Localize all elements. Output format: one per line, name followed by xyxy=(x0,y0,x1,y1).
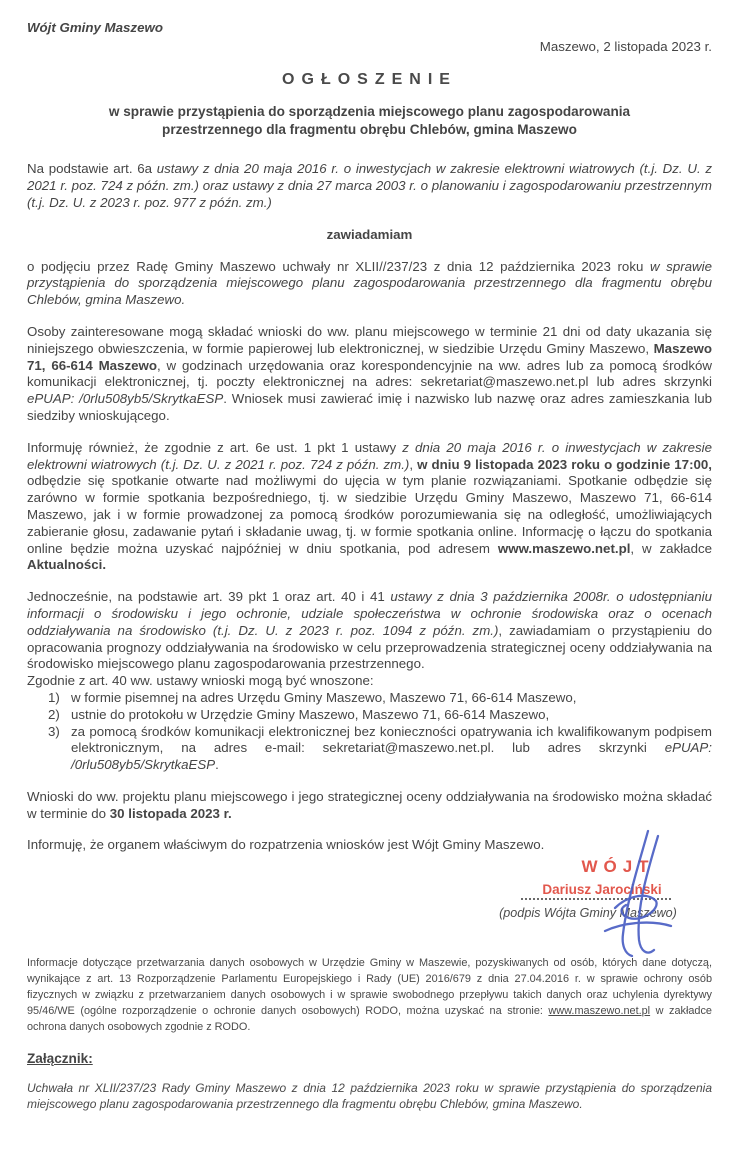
attachment-heading: Załącznik: xyxy=(27,1050,93,1066)
list-item-text: za pomocą środków komunikacji elektronicznej bez konieczności opatrywania ich kwalifikowanym podpisem elektronicznym, na adres e-mail: sekretariat@maszewo.net.pl. lub adres skrzynki ePUAP: /0rlu508yb5/SkrytkaESP. xyxy=(71,723,712,773)
attachment-description: Uchwała nr XLII/237/23 Rady Gminy Maszewo z dnia 12 października 2023 roku w sprawie przystąpienia do sporządzenia miejscowego planu zagospodarowania przestrzennego dla fragmentu obrębu Chlebów, gmina Maszewo. xyxy=(27,1080,712,1111)
paragraph-environment: Jednocześnie, na podstawie art. 39 pkt 1 oraz art. 40 i 41 ustawy z dnia 3 października 2008r. o udostępnianiu informacji o środowisku i jego ochronie, udziale społeczeństwa w ochronie środowiska oraz o ocenach oddziaływania na środowisko (t.j. Dz. U. z 2023 r. poz. 1094 z późn. zm.), zawiadamiam o przystąpieniu do opracowania prognozy oddziaływania na środowisko w celu przeprowadzenia strategicznej oceny oddziaływania na środowisko miejscowego planu zagospodarowania przestrzennego. xyxy=(27,589,713,672)
document-title: OGŁOSZENIE xyxy=(282,70,457,88)
author-line: Wójt Gminy Maszewo xyxy=(27,20,163,35)
list-item xyxy=(27,690,712,707)
list-item-number: 2) xyxy=(48,706,60,722)
place-date: Maszewo, 2 listopada 2023 r. xyxy=(539,38,712,54)
list-item-number: 3) xyxy=(48,723,60,739)
signature-area xyxy=(27,858,712,944)
list-intro: Zgodnie z art. 40 ww. ustawy wnioski mogą być wnoszone: xyxy=(27,673,374,689)
heading-zawiadamiam: zawiadamiam xyxy=(326,226,413,242)
paragraph-resolution: o podjęciu przez Radę Gminy Maszewo uchwały nr XLII//237/23 z dnia 12 października 2023 roku w sprawie przystąpienia do sporządzenia miejscowego planu zagospodarowania przestrzennego dla fragmentu obrębu Chlebów, gmina Maszewo. xyxy=(27,258,712,308)
list-item-text: ustnie do protokołu w Urzędzie Gminy Maszewo, Maszewo 71, 66-614 Maszewo, xyxy=(71,706,550,722)
wojt-stamp-title: WÓJT xyxy=(581,857,655,877)
list-item-text: w formie pisemnej na adres Urzędu Gminy Maszewo, Maszewo 71, 66-614 Maszewo, xyxy=(71,689,577,705)
wojt-stamp-name: Dariusz Jarociński xyxy=(542,882,662,898)
paragraph-meeting: Informuję również, że zgodnie z art. 6e ust. 1 pkt 1 ustawy z dnia 20 maja 2016 r. o inwestycjach w zakresie elektrowni wiatrowych (t.j. Dz. U. z 2021 r. poz. 724 z późn. zm.), w dniu 9 listopada 2023 roku o godzinie 17:00, odbędzie się spotkanie otwarte nad możliwymi do ujęcia w tym planie rozwiązaniami. Spotkanie odbędzie się zarówno w formie spotkania bezpośredniego, tj. w siedzibie Urzędu Gminy Maszewo, Maszewo 71, 66-614 Maszewo, jak i w formie prowadzonej za pomocą środków porozumiewania się na odległość, umożliwiających zabieranie głosu, zadawanie pytań i składanie uwag, tj. w formie spotkania online. Informację o łączu do spotkania online będzie można uzyskać najpóźniej w dniu spotkania, pod adresem www.maszewo.net.pl, w zakładce Aktualności. xyxy=(27,439,713,573)
paragraph-authority: Informuję, że organem właściwym do rozpatrzenia wniosków jest Wójt Gminy Maszewo. xyxy=(27,837,545,853)
signature-dotted-line xyxy=(521,897,671,900)
paragraph-deadline: Wnioski do ww. projektu planu miejscowego i jego strategicznej oceny oddziaływania na środowisko można składać w terminie do 30 listopada 2023 r. xyxy=(27,788,712,821)
signature-block xyxy=(464,858,712,922)
paragraph-submissions: Osoby zainteresowane mogą składać wnioski do ww. planu miejscowego w terminie 21 dni od daty ukazania się niniejszego obwieszczenia, w formie papierowej lub elektronicznej, w siedzibie Urzędu Gminy Maszewo, Maszewo 71, 66-614 Maszewo, w godzinach urzędowania oraz korespondencyjnie na ww. adres lub za pomocą środków komunikacji elektronicznej, tj. poczty elektronicznej na adres: sekretariat@maszewo.net.pl lub adres skrzynki ePUAP: /0rlu508yb5/SkrytkaESP. Wniosek musi zawierać imię i nazwisko lub nazwę oraz adres zamieszkania lub siedziby wnioskującego. xyxy=(27,323,712,423)
list-item xyxy=(27,707,712,724)
rodo-notice: Informacje dotyczące przetwarzania danych osobowych w Urzędzie Gminy w Maszewie, pozyskiwanych od osób, których dane dotyczą, wynikające z art. 13 Rozporządzenie Parlamentu Europejskiego i Rady (UE) 2016/679 z dnia 27.04.2016 r. w sprawie ochrony osób fizycznych w związku z przetwarzaniem danych osobowych i w sprawie swobodnego przepływu takich danych oraz uchylenia dyrektywy 95/46/WE (ogólne rozporządzenie o ochronie danych osobowych) RODO, można uzyskać na stronie: www.maszewo.net.pl w zakładce ochrona danych osobowych zgodnie z RODO. xyxy=(27,957,712,1033)
signature-caption: (podpis Wójta Gminy Maszewo) xyxy=(499,906,677,921)
paragraph-legal-basis: Na podstawie art. 6a ustawy z dnia 20 maja 2016 r. o inwestycjach w zakresie elektrowni wiatrowych (t.j. Dz. U. z 2021 r. poz. 724 z późn. zm.) oraz ustawy z dnia 27 marca 2003 r. o planowaniu i zagospodarowaniu przestrzennym (t.j. Dz. U. z 2023 r. poz. 977 z późn. zm.) xyxy=(27,161,712,210)
submission-methods-list xyxy=(27,690,712,774)
subject-heading: w sprawie przystąpienia do sporządzenia miejscowego planu zagospodarowania przestrzennego dla fragmentu obrębu Chlebów, gmina Maszewo xyxy=(108,104,631,138)
list-item xyxy=(27,724,712,774)
list-item-number: 1) xyxy=(48,689,60,705)
